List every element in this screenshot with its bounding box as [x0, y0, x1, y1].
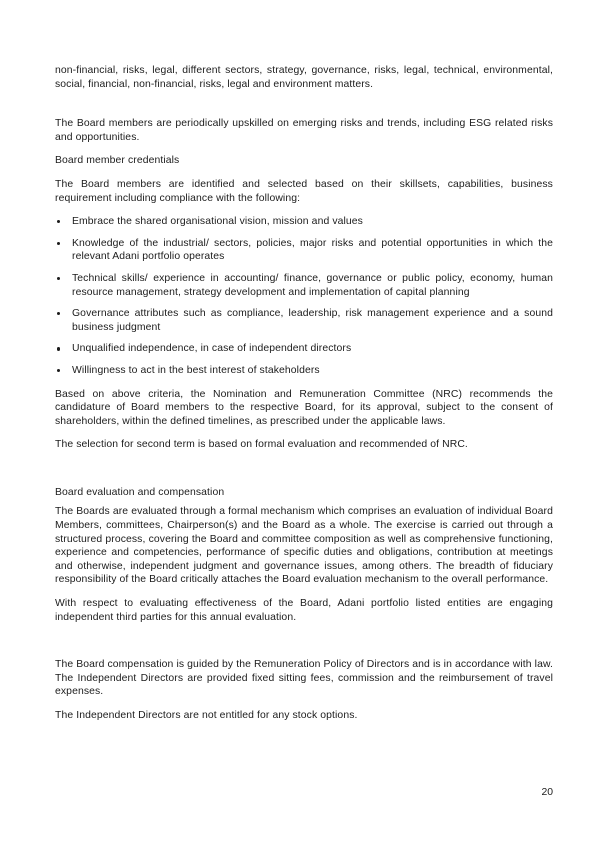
- list-item-label: Governance attributes such as compliance, leadership, risk management experience and a sound business judgment: [72, 308, 553, 333]
- bullet-dot-icon: [57, 277, 60, 280]
- paragraph-third-party-evaluation: With respect to evaluating effectiveness of the Board, Adani portfolio listed entities are engaging independent third parties for this annual evaluation.: [55, 598, 553, 623]
- spacer: [55, 378, 553, 388]
- spacer: [55, 699, 553, 709]
- bullet-dot-icon: [57, 369, 60, 372]
- list-item: [55, 307, 553, 334]
- spacer: [55, 168, 553, 178]
- list-item-label: Willingness to act in the best interest of stakeholders: [72, 364, 320, 376]
- paragraph-board-evaluation-mechanism: The Boards are evaluated through a formal mechanism which comprises an evaluation of individual Board Members, committees, Chairperson(s) and the Board as a whole. The exercise is carried out through a structured process, covering the Board and committee composition as well as comprehensive functioning, experience and competencies, performance of specific duties and obligations, contribution at meetings and otherwise, independent judgment and governance issues, among others. The breadth of fiduciary responsibility of the Board critically attaches the Board evaluation mechanism to the overall performance.: [55, 506, 553, 586]
- list-item-label: Knowledge of the industrial/ sectors, policies, major risks and potential opportunities in which the relevant Adani portfolio operates: [72, 237, 553, 263]
- spacer: [55, 452, 553, 486]
- page-content: [55, 64, 553, 723]
- list-item-label: Unqualified independence, in case of independent directors: [72, 343, 352, 355]
- paragraph-nrc-recommendation: Based on above criteria, the Nomination and Remuneration Committee (NRC) recommends the candidature of Board members to the respective Board, for its approval, subject to the consent of shareholders, within the defined timelines, as prescribed under the applicable laws.: [55, 388, 553, 427]
- spacer: [55, 91, 553, 117]
- list-item: [55, 364, 553, 378]
- bullet-dot-icon: [57, 242, 60, 245]
- spacer: [55, 428, 553, 438]
- list-item: [55, 215, 553, 229]
- list-item: [55, 272, 553, 299]
- credentials-bullet-list: [55, 215, 553, 377]
- list-item-label: Embrace the shared organisational vision, mission and values: [72, 216, 363, 228]
- paragraph-second-term-selection: The selection for second term is based on formal evaluation and recommended of NRC.: [55, 439, 468, 451]
- spacer: [55, 205, 553, 215]
- spacer: [55, 144, 553, 154]
- heading-board-evaluation-compensation: Board evaluation and compensation: [55, 486, 225, 498]
- spacer: [55, 587, 553, 597]
- paragraph-board-compensation: The Board compensation is guided by the Remuneration Policy of Directors and is in accordance with law. The Independent Directors are provided fixed sitting fees, commission and the reimbursement of travel expenses.: [55, 659, 553, 698]
- bullet-dot-icon: [57, 312, 60, 315]
- list-item: [55, 237, 553, 264]
- paragraph-no-stock-options: The Independent Directors are not entitled for any stock options.: [55, 710, 358, 721]
- list-item: [55, 342, 553, 356]
- heading-board-member-credentials: Board member credentials: [55, 155, 180, 167]
- list-item-label: Technical skills/ experience in accounting/ finance, governance or public policy, economy, human resource management, strategy development and implementation of capital planning: [72, 272, 553, 298]
- paragraph-selection-criteria-intro: The Board members are identified and selected based on their skillsets, capabilities, business requirement including compliance with the following:: [55, 178, 553, 204]
- bullet-dot-icon: [57, 347, 60, 350]
- page-number: 20: [541, 787, 553, 798]
- paragraph-upskilling: The Board members are periodically upskilled on emerging risks and trends, including ESG related risks and opportunities.: [55, 118, 553, 143]
- paragraph-continuation-intro: non-financial, risks, legal, different sectors, strategy, governance, risks, legal, technical, environmental, social, financial, non-financial, risks, legal and environment matters.: [55, 65, 553, 90]
- bullet-dot-icon: [57, 220, 60, 223]
- spacer: [55, 624, 553, 658]
